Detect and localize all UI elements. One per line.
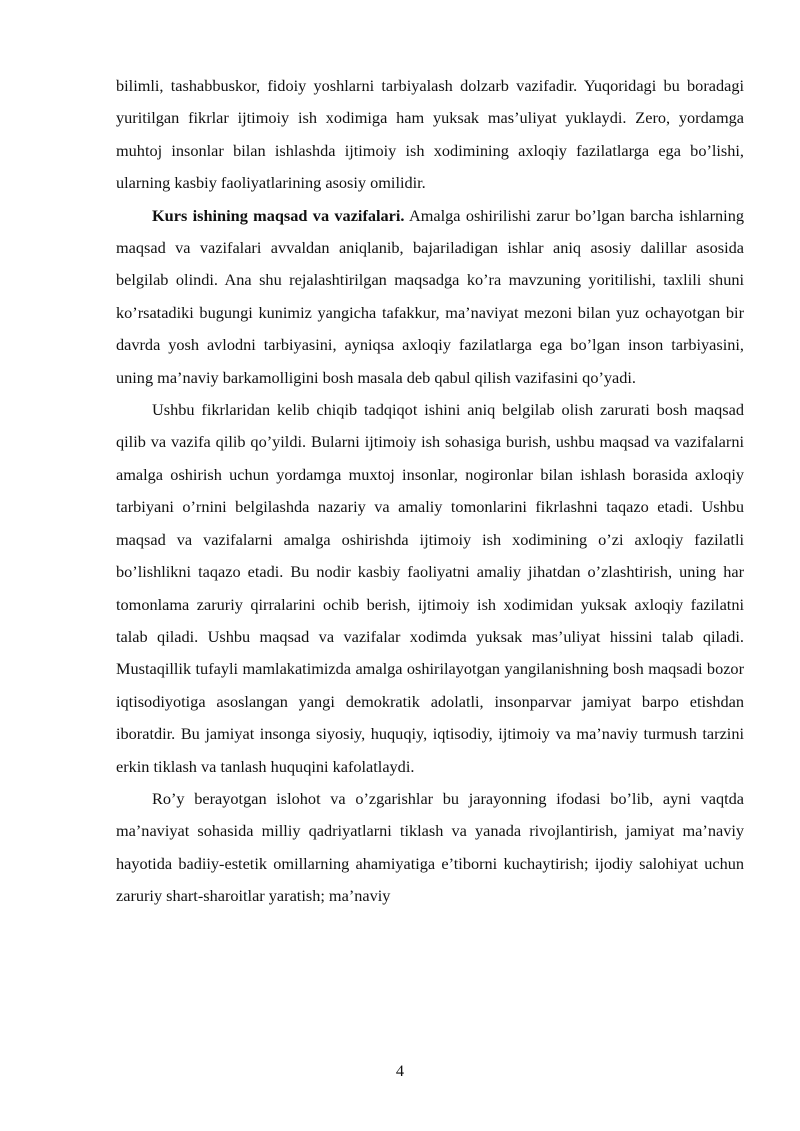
paragraph-goals-body: Amalga oshirilishi zarur bo’lgan barcha ishlarning maqsad va vazifalari avvaldan aniqlanib, bajariladigan ishlar aniq asosiy dalillar asosida belgilab olindi. Ana shu rejalashtirilgan maqsadga ko’ra mavzuning yoritilishi, taxlili shuni ko’rsatadiki bugungi kunimiz yangicha tafakkur, ma’naviyat mezoni bilan yuz ochayotgan bir davrda yosh avlodni tarbiyasini, ayniqsa axloqiy fazilatlarga ega bo’lgan inson tarbiyasini, uning ma’naviy barkamolligini bosh masala deb qabul qilish vazifasini qo’yadi.	[116, 205, 744, 387]
section-heading: Kurs ishining maqsad va vazifalari.	[152, 205, 405, 225]
document-page	[116, 70, 744, 913]
paragraph-reforms: Ro’y berayotgan islohot va o’zgarishlar bu jarayonning ifodasi bo’lib, ayni vaqtda ma’naviyat sohasida milliy qadriyatlarni tiklash va yanada rivojlantirish, jamiyat ma’naviy hayotida badiiy-estetik omillarning ahamiyatiga e’tiborni kuchaytirish; ijodiy salohiyat uchun zaruriy shart-sharoitlar yaratish; ma’naviy	[116, 788, 744, 906]
paragraph-goals	[116, 200, 744, 394]
page-number: 4	[395, 1061, 405, 1080]
paragraph-intro: bilimli, tashabbuskor, fidoiy yoshlarni tarbiyalash dolzarb vazifadir. Yuqoridagi bu boradagi yuritilgan fikrlar ijtimoiy ish xodimiga ham yuksak mas’uliyat yuklaydi. Zero, yordamga muhtoj insonlar bilan ishlashda ijtimoiy ish xodimining axloqiy fazilatlarga ega bo’lishi, ularning kasbiy faoliyatlarining asosiy omilidir.	[116, 76, 744, 193]
paragraph-research: Ushbu fikrlaridan kelib chiqib tadqiqot ishini aniq belgilab olish zarurati bosh maqsad qilib va vazifa qilib qo’yildi. Bularni ijtimoiy ish sohasiga burish, ushbu maqsad va vazifalarni amalga oshirish uchun yordamga muxtoj insonlar, nogironlar bilan ishlash borasida axloqiy tarbiyani o’rnini belgilashda nazariy va amaliy tomonlarini fikrlashni taqazo etadi. Ushbu maqsad va vazifalarni amalga oshirishda ijtimoiy ish xodimining o’zi axloqiy fazilatli bo’lishlikni taqazo etadi. Bu nodir kasbiy faoliyatni amaliy jihatdan o’zlashtirish, uning har tomonlama zaruriy qirralarini ochib berish, ijtimoiy ish xodimidan yuksak axloqiy fazilatni talab qiladi. Ushbu maqsad va vazifalar xodimda yuksak mas’uliyat hissini talab qiladi. Mustaqillik tufayli mamlakatimizda amalga oshirilayotgan yangilanishning bosh maqsadi bozor iqtisodiyotiga asoslangan yangi demokratik adolatli, insonparvar jamiyat barpo etishdan iboratdir. Bu jamiyat insonga siyosiy, huquqiy, iqtisodiy, ijtimoiy va ma’naviy turmush tarzini erkin tiklash va tanlash huquqini kafolatlaydi.	[116, 400, 744, 776]
